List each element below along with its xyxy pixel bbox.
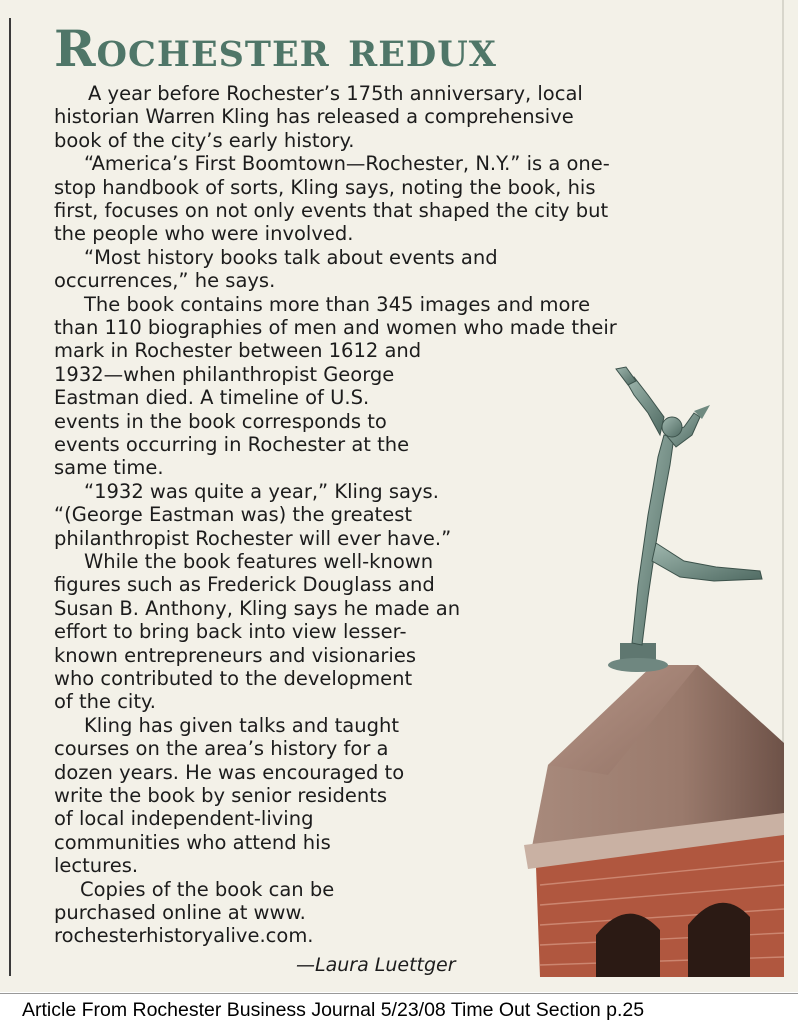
article-line: “America’s First Boomtown—Rochester, N.Y.” is a one- [84, 152, 610, 176]
article-line: the people who were involved. [54, 222, 354, 246]
article-line: effort to bring back into view lesser- [54, 620, 407, 644]
article-line: occurrences,” he says. [54, 269, 276, 293]
article-line: Susan B. Anthony, Kling says he made an [54, 596, 461, 620]
article-line: who contributed to the development [54, 667, 413, 690]
article-line: communities who attend his [54, 830, 331, 854]
article-line: events in the book corresponds to [54, 409, 387, 433]
article-line: same time. [54, 456, 164, 480]
article-line: A year before Rochester’s 175th anniversary, local [88, 82, 583, 105]
article-line: lectures. [54, 854, 139, 878]
article-line: known entrepreneurs and visionaries [54, 643, 416, 667]
article-line: philanthropist Rochester will ever have.” [54, 526, 452, 550]
article-line: first, focuses on not only events that shaped the city but [54, 199, 609, 222]
article-line: courses on the area’s history for a [54, 737, 389, 761]
article-line: While the book features well-known [84, 550, 434, 573]
column-rule [9, 18, 11, 976]
article-line: “Most history books talk about events and [84, 245, 498, 269]
article-line: Copies of the book can be [80, 877, 335, 901]
source-caption [0, 993, 798, 1033]
article-line: Kling has given talks and taught [84, 713, 399, 737]
article-headline: Rochester redux [54, 19, 497, 78]
article-line: 1932—when philanthropist George [54, 362, 395, 386]
article-line: write the book by senior residents [54, 784, 388, 807]
article-line: rochesterhistoryalive.com. [54, 924, 314, 948]
article-line: historian Warren Kling has released a comprehensive [54, 105, 574, 129]
article-line: figures such as Frederick Douglass and [54, 573, 435, 597]
article-line: dozen years. He was encouraged to [54, 760, 405, 784]
article-line: book of the city’s early history. [54, 128, 355, 152]
source-caption-text: Article From Rochester Business Journal 5/23/08 Time Out Section p.25 [22, 999, 645, 1021]
article-line: “1932 was quite a year,” Kling says. [84, 479, 439, 503]
article-line: than 110 biographies of men and women who made their [54, 316, 617, 339]
article-line: Eastman died. A timeline of U.S. [54, 386, 370, 410]
article-line: “(George Eastman was) the greatest [54, 503, 412, 527]
article-byline: —Laura Luettger [296, 954, 456, 976]
article-line: The book contains more than 345 images and more [84, 292, 591, 316]
article-line: stop handbook of sorts, Kling says, noting the book, his [54, 175, 596, 199]
article-line: events occurring in Rochester at the [54, 433, 410, 456]
article-line: of the city. [54, 690, 156, 714]
article-line: purchased online at www. [54, 901, 306, 924]
mercury-statue-photo [488, 365, 784, 977]
article-line: of local independent-living [54, 807, 314, 831]
article-line: mark in Rochester between 1612 and [54, 339, 422, 363]
